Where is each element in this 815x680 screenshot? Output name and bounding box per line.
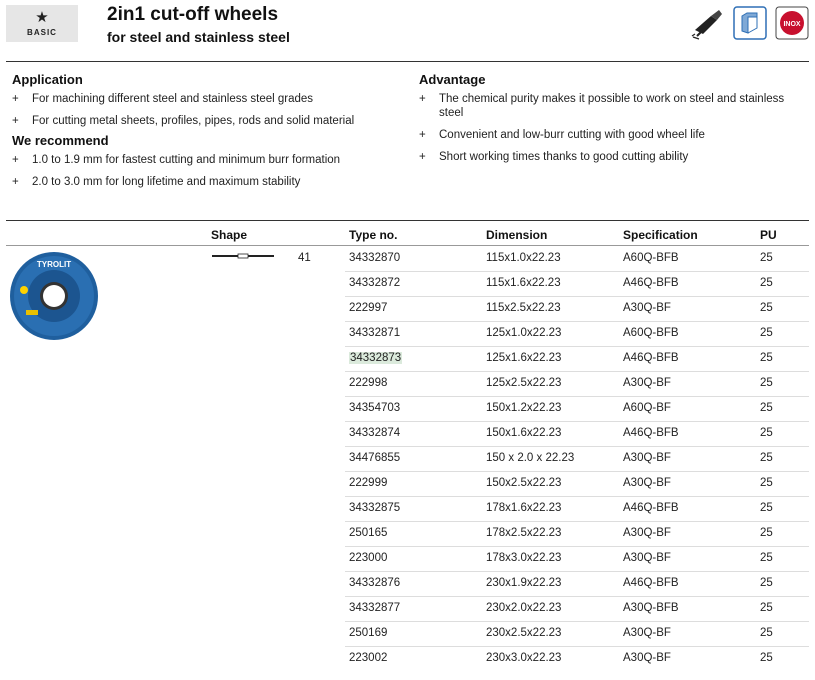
col-header-pu: PU bbox=[760, 228, 777, 242]
specification-cell: A60Q-BF bbox=[623, 402, 671, 414]
advantage-item: + Short working times thanks to good cutting ability bbox=[419, 151, 689, 163]
dimension-cell: 150 x 2.0 x 22.23 bbox=[486, 452, 575, 464]
dimension-cell: 125x1.6x22.23 bbox=[486, 352, 562, 364]
specification-cell: A46Q-BFB bbox=[623, 502, 679, 514]
row-divider bbox=[345, 446, 809, 447]
col-header-type: Type no. bbox=[349, 228, 398, 242]
pu-cell: 25 bbox=[760, 327, 773, 339]
row-divider bbox=[345, 596, 809, 597]
specification-cell: A60Q-BFB bbox=[623, 252, 679, 264]
dimension-cell: 178x3.0x22.23 bbox=[486, 552, 562, 564]
type-no-cell: 250165 bbox=[349, 527, 388, 539]
row-divider bbox=[345, 296, 809, 297]
dimension-cell: 125x2.5x22.23 bbox=[486, 377, 562, 389]
dimension-cell: 230x3.0x22.23 bbox=[486, 652, 562, 664]
pu-cell: 25 bbox=[760, 352, 773, 364]
dimension-cell: 230x2.0x22.23 bbox=[486, 602, 562, 614]
pu-cell: 25 bbox=[760, 452, 773, 464]
advantage-heading: Advantage bbox=[419, 72, 486, 87]
dimension-cell: 125x1.0x22.23 bbox=[486, 327, 562, 339]
star-icon: ★ bbox=[35, 9, 49, 26]
specification-cell: A30Q-BF bbox=[623, 627, 671, 639]
type-no-cell: 34332870 bbox=[349, 252, 401, 264]
col-header-specification: Specification bbox=[623, 228, 698, 242]
specification-cell: A46Q-BFB bbox=[623, 352, 679, 364]
pu-cell: 25 bbox=[760, 302, 773, 314]
table-top-divider bbox=[6, 220, 809, 221]
type-no-cell: 222999 bbox=[349, 477, 388, 489]
row-divider bbox=[345, 421, 809, 422]
page-subtitle: for steel and stainless steel bbox=[107, 29, 290, 45]
dimension-cell: 150x2.5x22.23 bbox=[486, 477, 562, 489]
advantage-item: + Convenient and low-burr cutting with good wheel life bbox=[419, 129, 705, 141]
pu-cell: 25 bbox=[760, 377, 773, 389]
dimension-cell: 178x1.6x22.23 bbox=[486, 502, 562, 514]
application-section bbox=[12, 73, 412, 197]
specification-cell: A30Q-BF bbox=[623, 302, 671, 314]
specification-cell: A30Q-BF bbox=[623, 477, 671, 489]
row-divider bbox=[345, 371, 809, 372]
shape-41-icon bbox=[212, 252, 274, 260]
pu-cell: 25 bbox=[760, 652, 773, 664]
pu-cell: 25 bbox=[760, 502, 773, 514]
specification-cell: A46Q-BFB bbox=[623, 277, 679, 289]
svg-text:INOX: INOX bbox=[783, 21, 801, 28]
shape-number: 41 bbox=[298, 252, 311, 264]
pu-cell: 25 bbox=[760, 252, 773, 264]
recommend-heading: We recommend bbox=[12, 133, 109, 148]
application-item: + For cutting metal sheets, profiles, pipes, rods and solid material bbox=[12, 115, 355, 127]
dimension-cell: 150x1.6x22.23 bbox=[486, 427, 562, 439]
specification-cell: A30Q-BF bbox=[623, 377, 671, 389]
dimension-cell: 178x2.5x22.23 bbox=[486, 527, 562, 539]
basic-badge bbox=[6, 5, 78, 42]
type-no-cell: 223000 bbox=[349, 552, 388, 564]
type-no-cell: 34332875 bbox=[349, 502, 401, 514]
application-item: + For machining different steel and stainless steel grades bbox=[12, 93, 314, 105]
recommend-item: + 1.0 to 1.9 mm for fastest cutting and minimum burr formation bbox=[12, 154, 341, 166]
row-divider bbox=[345, 521, 809, 522]
type-no-cell: 250169 bbox=[349, 627, 388, 639]
pu-cell: 25 bbox=[760, 402, 773, 414]
row-divider bbox=[345, 621, 809, 622]
advantage-item: + The chemical purity makes it possible to work on steel and stainless steel bbox=[419, 93, 785, 119]
type-no-cell: 34476855 bbox=[349, 452, 401, 464]
type-no-cell: 34332873 bbox=[350, 352, 402, 364]
type-no-cell: 34354703 bbox=[349, 402, 401, 414]
row-divider bbox=[345, 646, 809, 647]
col-header-dimension: Dimension bbox=[486, 228, 548, 242]
row-divider bbox=[345, 546, 809, 547]
dimension-cell: 115x1.0x22.23 bbox=[486, 252, 561, 264]
specification-cell: A30Q-BF bbox=[623, 552, 671, 564]
page-title: 2in1 cut-off wheels bbox=[107, 4, 279, 25]
type-no-cell: 222997 bbox=[349, 302, 388, 314]
specification-cell: A46Q-BFB bbox=[623, 577, 679, 589]
inox-icon bbox=[775, 6, 809, 40]
svg-text:TYROLIT: TYROLIT bbox=[36, 260, 72, 269]
row-divider bbox=[345, 471, 809, 472]
row-divider bbox=[345, 321, 809, 322]
dimension-cell: 230x1.9x22.23 bbox=[486, 577, 562, 589]
dimension-cell: 150x1.2x22.23 bbox=[486, 402, 562, 414]
product-wheel-image bbox=[6, 250, 102, 342]
pu-cell: 25 bbox=[760, 277, 773, 289]
dimension-cell: 115x2.5x22.23 bbox=[486, 302, 561, 314]
type-no-cell: 34332874 bbox=[349, 427, 401, 439]
col-header-shape: Shape bbox=[211, 228, 248, 242]
type-no-cell: 34332872 bbox=[349, 277, 401, 289]
row-divider bbox=[345, 571, 809, 572]
specification-cell: A30Q-BF bbox=[623, 527, 671, 539]
badge-label: BASIC bbox=[27, 28, 57, 37]
dimension-cell: 115x1.6x22.23 bbox=[486, 277, 561, 289]
specification-cell: A30Q-BF bbox=[623, 452, 671, 464]
row-divider bbox=[345, 346, 809, 347]
recommend-item: + 2.0 to 3.0 mm for long lifetime and maximum stability bbox=[12, 176, 301, 188]
specification-cell: A30Q-BFB bbox=[623, 602, 679, 614]
pu-cell: 25 bbox=[760, 577, 773, 589]
steel-profile-icon bbox=[733, 6, 767, 40]
pu-cell: 25 bbox=[760, 627, 773, 639]
type-no-cell: 34332871 bbox=[349, 327, 401, 339]
row-divider bbox=[345, 271, 809, 272]
header-icons bbox=[691, 6, 809, 40]
angle-grinder-icon bbox=[691, 6, 725, 40]
application-heading: Application bbox=[12, 72, 83, 87]
specification-cell: A30Q-BF bbox=[623, 652, 671, 664]
specification-cell: A46Q-BFB bbox=[623, 427, 679, 439]
type-no-cell: 222998 bbox=[349, 377, 388, 389]
pu-cell: 25 bbox=[760, 602, 773, 614]
pu-cell: 25 bbox=[760, 527, 773, 539]
dimension-cell: 230x2.5x22.23 bbox=[486, 627, 562, 639]
pu-cell: 25 bbox=[760, 552, 773, 564]
pu-cell: 25 bbox=[760, 477, 773, 489]
header-divider bbox=[6, 61, 809, 62]
row-divider bbox=[345, 496, 809, 497]
type-no-cell: 34332876 bbox=[349, 577, 401, 589]
type-no-cell: 34332877 bbox=[349, 602, 401, 614]
type-no-cell: 223002 bbox=[349, 652, 388, 664]
row-divider bbox=[345, 396, 809, 397]
advantage-section bbox=[419, 73, 809, 172]
pu-cell: 25 bbox=[760, 427, 773, 439]
specification-cell: A60Q-BFB bbox=[623, 327, 679, 339]
table-header-divider bbox=[6, 245, 809, 246]
